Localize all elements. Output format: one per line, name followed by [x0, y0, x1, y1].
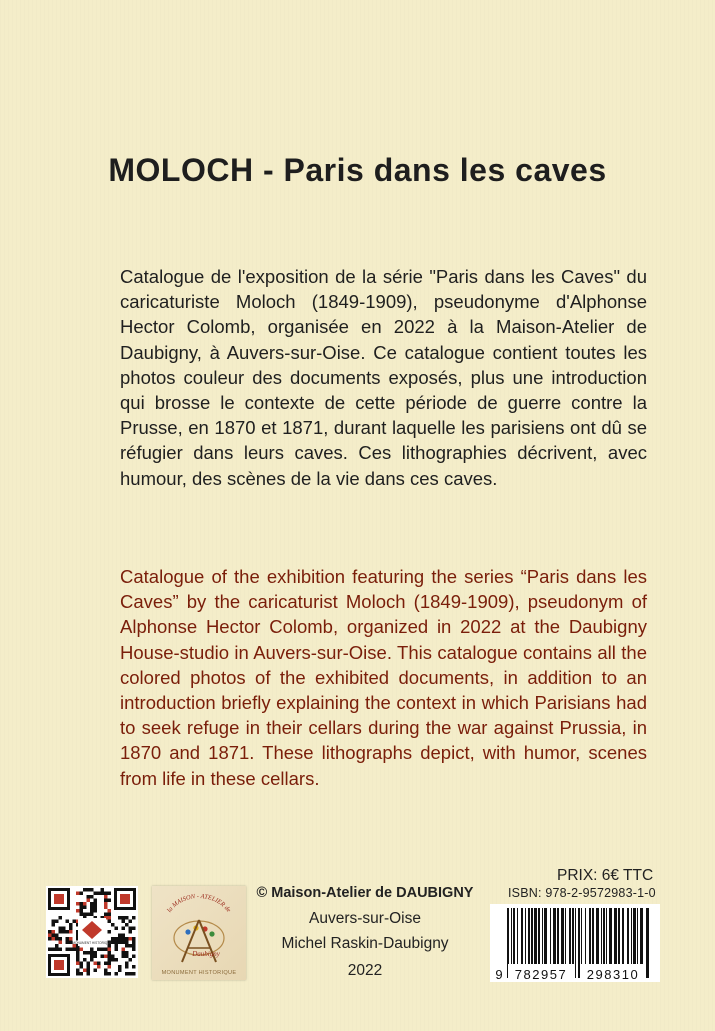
qr-module [118, 937, 122, 941]
qr-module [94, 955, 98, 959]
qr-module [104, 899, 108, 903]
qr-module [69, 937, 73, 941]
qr-module [129, 920, 133, 924]
qr-module [104, 892, 108, 896]
qr-module [80, 972, 84, 976]
qr-module [90, 955, 94, 959]
qr-module [52, 937, 56, 941]
barcode-bar [517, 908, 518, 966]
publisher-city: Auvers-sur-Oise [309, 910, 421, 927]
qr-module [108, 930, 112, 934]
qr-module [94, 892, 98, 896]
barcode-bar [627, 908, 629, 966]
barcode-bar [525, 908, 526, 966]
qr-module [115, 927, 119, 931]
barcode-right-digits: 298310 [586, 967, 640, 982]
qr-module [115, 948, 119, 952]
qr-module [115, 937, 119, 941]
qr-module [80, 902, 84, 906]
qr-module [76, 969, 80, 973]
qr-module [108, 948, 112, 952]
logo-signature: Daubigny [192, 950, 220, 958]
qr-module [76, 958, 80, 962]
qr-module [66, 937, 70, 941]
barcode-bar [614, 908, 617, 966]
qr-module [90, 913, 94, 917]
barcode-bar [513, 908, 515, 966]
qr-module [66, 930, 70, 934]
qr-module [108, 965, 112, 969]
barcode-bar [609, 908, 612, 966]
isbn-label: ISBN: 978-2-9572983-1-0 [508, 886, 656, 900]
qr-module [52, 934, 56, 938]
qr-module [59, 930, 63, 934]
qr-module [76, 909, 80, 913]
qr-finder-top-right [114, 888, 136, 910]
barcode-bar [542, 908, 543, 966]
barcode-bar [578, 908, 580, 978]
qr-module [48, 930, 52, 934]
qr-module [52, 930, 56, 934]
barcode-bar [581, 908, 582, 966]
qr-module [87, 965, 91, 969]
qr-module [55, 934, 59, 938]
qr-module [108, 955, 112, 959]
qr-module [104, 962, 108, 966]
qr-module [108, 958, 112, 962]
qr-module [87, 969, 91, 973]
qr-module [83, 951, 87, 955]
qr-module [90, 895, 94, 899]
qr-module [104, 906, 108, 910]
qr-module [76, 948, 80, 952]
qr-module [87, 913, 91, 917]
qr-module [83, 902, 87, 906]
qr-module [59, 916, 63, 920]
qr-module [115, 944, 119, 948]
qr-module [62, 930, 66, 934]
barcode-bar [575, 908, 576, 978]
qr-center-logo [72, 918, 111, 946]
qr-module [125, 955, 129, 959]
qr-module [80, 892, 84, 896]
qr-module [122, 916, 126, 920]
description-english: Catalogue of the exhibition featuring the series “Paris dans les Caves” by the caricaturist Moloch (1849-1909), pseudonym of Alphonse Hector Colomb, organized in 2022 at the Daubigny House-studio in Auvers-sur-Oise. This catalogue contains all the colored photos of the exhibited documents, in addition to an introduction briefly explaining the context in which Parisians had to seek refuge in their cellars during the war against Prussia, in 1870 and 1871. These lithographs depict, with humor, scenes from life in these cellars. [120, 566, 647, 789]
qr-module [108, 972, 112, 976]
qr-module [108, 962, 112, 966]
qr-module [111, 955, 115, 959]
qr-module [76, 892, 80, 896]
qr-module [97, 892, 101, 896]
barcode-bar [521, 908, 523, 966]
qr-module [108, 909, 112, 913]
qr-module [125, 941, 129, 945]
qr-module [48, 937, 52, 941]
qr-module [90, 902, 94, 906]
barcode-bar [640, 908, 643, 966]
qr-code[interactable] [46, 886, 138, 978]
qr-module [52, 923, 56, 927]
qr-module [94, 899, 98, 903]
qr-module [104, 913, 108, 917]
barcode-bar [589, 908, 591, 966]
qr-module [80, 965, 84, 969]
qr-module [122, 951, 126, 955]
qr-module [76, 902, 80, 906]
qr-module [55, 937, 59, 941]
qr-module [125, 923, 129, 927]
qr-module [87, 899, 91, 903]
qr-module [118, 941, 122, 945]
barcode-bar [565, 908, 566, 966]
barcode-bar [553, 908, 556, 966]
qr-module [111, 923, 115, 927]
qr-module [69, 927, 73, 931]
qr-module [66, 941, 70, 945]
barcode-bar [538, 908, 540, 966]
qr-module [76, 955, 80, 959]
publisher-author: Michel Raskin-Daubigny [281, 935, 449, 952]
barcode-bar [601, 908, 602, 966]
qr-module [69, 923, 73, 927]
barcode-bar [592, 908, 594, 966]
qr-module [76, 951, 80, 955]
qr-module [80, 909, 84, 913]
qr-module [132, 941, 136, 945]
qr-module [111, 958, 115, 962]
qr-module [118, 969, 122, 973]
book-title: MOLOCH - Paris dans les caves [108, 152, 607, 188]
qr-module [108, 913, 112, 917]
qr-module [55, 948, 59, 952]
qr-module [94, 962, 98, 966]
qr-code-graphic [46, 886, 138, 978]
qr-module [122, 920, 126, 924]
qr-module [122, 927, 126, 931]
qr-module [132, 955, 136, 959]
qr-module [83, 969, 87, 973]
qr-module [59, 927, 63, 931]
barcode-bar [622, 908, 624, 966]
barcode-bar [637, 908, 638, 966]
publisher-year: 2022 [347, 962, 383, 979]
barcode-bar [603, 908, 605, 966]
qr-module [129, 972, 133, 976]
qr-module [108, 892, 112, 896]
qr-module [69, 930, 73, 934]
barcode-bar [646, 908, 649, 978]
barcode-bar [531, 908, 533, 966]
qr-module [87, 888, 91, 892]
qr-module [94, 906, 98, 910]
qr-module [48, 934, 52, 938]
qr-module [94, 909, 98, 913]
qr-module [87, 951, 91, 955]
qr-module [73, 948, 77, 952]
barcode-bar [596, 908, 599, 966]
qr-module [90, 948, 94, 952]
qr-module [132, 916, 136, 920]
qr-module [132, 965, 136, 969]
qr-module [80, 948, 84, 952]
qr-module [101, 948, 105, 952]
qr-module [122, 934, 126, 938]
qr-module [108, 920, 112, 924]
barcode-bar [534, 908, 537, 966]
qr-module [132, 937, 136, 941]
qr-module [83, 958, 87, 962]
qr-module [125, 962, 129, 966]
qr-module [108, 899, 112, 903]
qr-module [62, 927, 66, 931]
qr-module [132, 944, 136, 948]
qr-module [104, 902, 108, 906]
qr-module [104, 948, 108, 952]
qr-module [87, 895, 91, 899]
qr-module [73, 920, 77, 924]
qr-module [104, 955, 108, 959]
palette-logo-icon [152, 886, 246, 980]
qr-module [80, 913, 84, 917]
qr-module [90, 909, 94, 913]
qr-module [76, 972, 80, 976]
qr-module [118, 965, 122, 969]
qr-module [125, 951, 129, 955]
qr-module [115, 972, 119, 976]
qr-module [101, 888, 105, 892]
qr-module [132, 927, 136, 931]
qr-module [108, 951, 112, 955]
qr-module [87, 962, 91, 966]
qr-module [101, 955, 105, 959]
qr-module [129, 958, 133, 962]
qr-module [90, 958, 94, 962]
qr-module [115, 941, 119, 945]
qr-module [97, 965, 101, 969]
barcode-bar [569, 908, 571, 966]
qr-module [118, 916, 122, 920]
qr-module [52, 948, 56, 952]
qr-module [59, 941, 63, 945]
qr-module [125, 972, 129, 976]
barcode-bar [550, 908, 551, 966]
qr-module [90, 888, 94, 892]
qr-module [125, 944, 129, 948]
qr-module [101, 892, 105, 896]
barcode-bar [572, 908, 574, 966]
qr-module [125, 916, 129, 920]
qr-module [59, 948, 63, 952]
barcode-bar [511, 908, 512, 966]
qr-module [94, 902, 98, 906]
barcode-bar [528, 908, 530, 966]
qr-module [76, 962, 80, 966]
qr-module [80, 906, 84, 910]
barcode-bar [585, 908, 586, 966]
qr-module [90, 951, 94, 955]
barcode-graphic [490, 904, 660, 982]
price-label: PRIX: 6€ TTC [557, 867, 654, 884]
qr-module [122, 937, 126, 941]
svg-text:la MAISON - ATELIER de [166, 893, 232, 914]
qr-module [83, 906, 87, 910]
qr-module [104, 972, 108, 976]
qr-module [90, 906, 94, 910]
barcode-bar [544, 908, 547, 966]
qr-module [132, 948, 136, 952]
qr-module [83, 913, 87, 917]
qr-module [104, 969, 108, 973]
barcode-bar [618, 908, 620, 966]
qr-module [87, 972, 91, 976]
barcode-bar [633, 908, 636, 966]
description-french: Catalogue de l'exposition de la série "Paris dans les Caves" du caricaturiste Moloch (1849-1909), pseudonyme d'Alphonse Hector Colomb, organisée en 2022 à la Maison-Atelier de Daubigny, à Auvers-sur-Oise. Ce catalogue contient toutes les photos couleur des documents exposés, plus une introduction qui brosse le contexte de cette période de guerre contre la Prusse, en 1870 et 1871, durant laquelle les parisiens ont dû se réfugier dans leurs caves. Ces lithographies décrivent, avec humour, des scènes de la vie dans ces caves. [120, 266, 647, 489]
logo-bottom-text: MONUMENT HISTORIQUE [161, 970, 237, 976]
qr-module [94, 969, 98, 973]
qr-module [97, 962, 101, 966]
qr-module [80, 962, 84, 966]
barcode-lead-digit: 9 [495, 967, 503, 982]
qr-finder-bottom-left [48, 954, 70, 976]
qr-module [104, 895, 108, 899]
qr-module [118, 934, 122, 938]
qr-module [129, 930, 133, 934]
barcode-left-digits: 782957 [514, 967, 568, 982]
qr-module [55, 944, 59, 948]
qr-module [83, 888, 87, 892]
qr-logo-text: MONUMENT HISTORIQUE [72, 941, 112, 945]
qr-module [125, 965, 129, 969]
qr-module [69, 948, 73, 952]
publisher-name: © Maison-Atelier de DAUBIGNY [256, 885, 474, 901]
qr-module [59, 937, 63, 941]
qr-module [125, 937, 129, 941]
barcode-bar [557, 908, 559, 966]
qr-module [122, 948, 126, 952]
qr-module [52, 920, 56, 924]
qr-module [66, 920, 70, 924]
qr-module [129, 944, 133, 948]
barcode-bar [561, 908, 564, 966]
qr-module [48, 948, 52, 952]
qr-module [129, 937, 133, 941]
qr-module [122, 941, 126, 945]
qr-module [115, 958, 119, 962]
qr-module [94, 951, 98, 955]
qr-module [108, 916, 112, 920]
qr-finder-top-left [48, 888, 70, 910]
qr-module [66, 948, 70, 952]
qr-module [111, 937, 115, 941]
logo-top-text: la MAISON - ATELIER de [165, 892, 233, 914]
barcode-bar [606, 908, 607, 966]
qr-module [97, 948, 101, 952]
qr-module [132, 972, 136, 976]
barcode-bar [631, 908, 632, 966]
isbn-barcode[interactable] [490, 904, 660, 982]
qr-module [129, 927, 133, 931]
maison-atelier-logo [152, 886, 246, 980]
qr-module [55, 920, 59, 924]
qr-module [122, 955, 126, 959]
